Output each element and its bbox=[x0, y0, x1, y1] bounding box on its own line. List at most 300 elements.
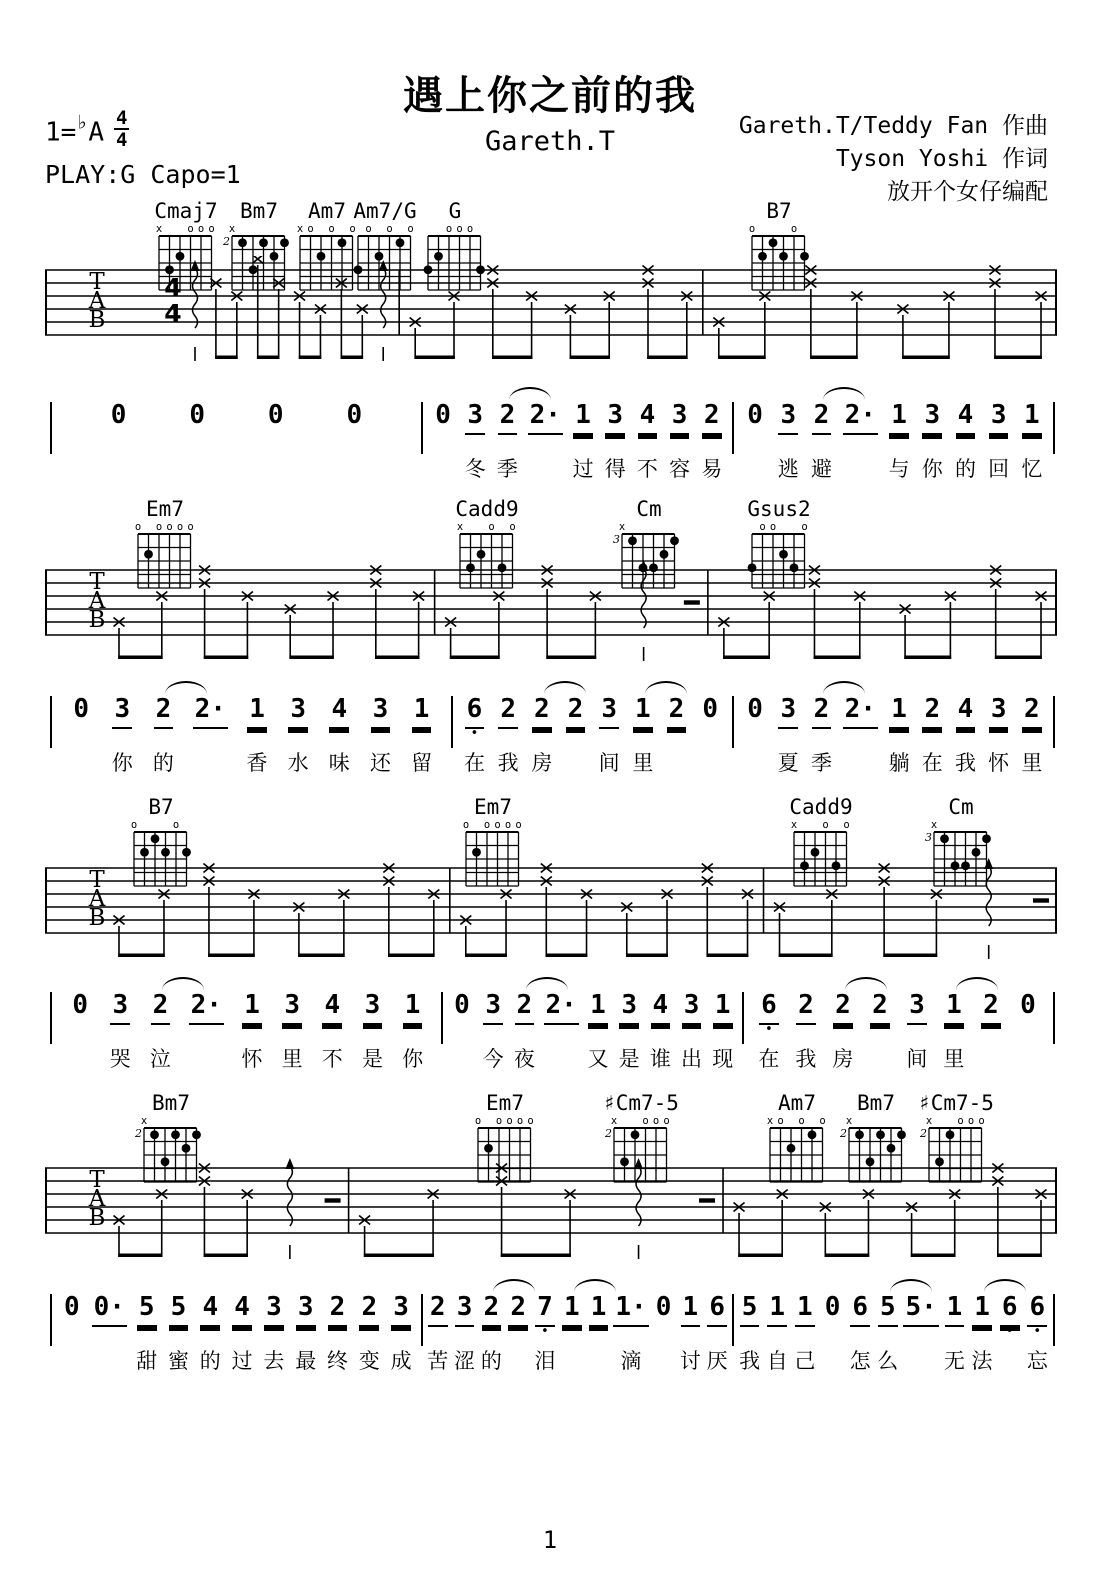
melody-note bbox=[942, 1292, 966, 1371]
note-number: 2 bbox=[328, 1292, 348, 1327]
lyric-char: 滴 bbox=[620, 1349, 642, 1373]
chord-label: Cadd9 bbox=[789, 795, 853, 819]
note-number: 4 bbox=[956, 400, 976, 435]
melody-note bbox=[920, 400, 944, 479]
melody-measure bbox=[453, 694, 732, 773]
svg-text:o: o bbox=[652, 1115, 660, 1127]
svg-text:x: x bbox=[456, 521, 464, 533]
lyric-char: 逃 bbox=[777, 457, 799, 481]
svg-text:T: T bbox=[89, 269, 105, 295]
melody-note bbox=[368, 694, 392, 773]
note-number: 0 bbox=[72, 990, 88, 1020]
svg-text:o: o bbox=[663, 1115, 670, 1127]
tie-arc bbox=[823, 387, 865, 400]
lyric-char: 容 bbox=[669, 457, 691, 481]
page-number: 1 bbox=[542, 1526, 558, 1554]
svg-text:o: o bbox=[777, 1115, 784, 1127]
melody-note bbox=[597, 694, 621, 773]
note-number: 2 bbox=[428, 1292, 448, 1327]
lyric-char: 无 bbox=[943, 1349, 965, 1373]
tie-arc bbox=[645, 681, 687, 694]
tab-staff-svg bbox=[45, 1154, 1057, 1270]
svg-text:o: o bbox=[386, 223, 393, 235]
note-number: 2· bbox=[843, 694, 878, 729]
note-number: 3 bbox=[907, 990, 927, 1025]
note-number: 0 bbox=[267, 400, 284, 430]
note-number: 0 bbox=[73, 694, 89, 724]
melody-barline bbox=[1053, 992, 1055, 1044]
melody-measure bbox=[734, 694, 1053, 773]
octave-dot: • bbox=[541, 1324, 549, 1339]
lyric-char: 我 bbox=[497, 751, 519, 775]
melody-note bbox=[240, 990, 264, 1069]
note-number: 2 bbox=[1022, 694, 1042, 729]
svg-text:o: o bbox=[328, 223, 335, 235]
note-number: 3 bbox=[670, 400, 690, 435]
note-number: 0 bbox=[702, 694, 718, 724]
lyric-char: 讨 bbox=[679, 1349, 701, 1373]
note-number: 3 bbox=[288, 694, 308, 729]
melody-note bbox=[809, 694, 833, 773]
credits-block bbox=[739, 110, 1048, 209]
note-number: 2 bbox=[870, 990, 890, 1025]
note-number: 0 bbox=[824, 1292, 841, 1322]
lyric-char: 间 bbox=[906, 1047, 928, 1071]
melody-note bbox=[603, 400, 627, 479]
lyric-char: 夜 bbox=[513, 1047, 535, 1071]
melody-note bbox=[389, 1292, 413, 1371]
lyric-char: 法 bbox=[971, 1349, 993, 1373]
note-number: 0 bbox=[655, 1292, 672, 1322]
melody-note bbox=[970, 1292, 994, 1371]
tie-arc bbox=[823, 681, 865, 694]
svg-text:o: o bbox=[130, 819, 138, 831]
lyric-char: 在 bbox=[921, 751, 943, 775]
melody-note bbox=[481, 990, 505, 1069]
svg-text:x: x bbox=[610, 1115, 618, 1127]
svg-text:o: o bbox=[197, 223, 205, 235]
melody-note bbox=[794, 990, 818, 1069]
melody-measure bbox=[52, 694, 451, 773]
melody-note bbox=[528, 400, 563, 479]
melody-measure bbox=[744, 990, 1053, 1069]
note-number: 3 bbox=[619, 990, 639, 1025]
melody-note bbox=[342, 400, 366, 477]
lyric-char: 不 bbox=[636, 457, 658, 481]
melody-barline bbox=[1053, 402, 1055, 454]
note-number: 4 bbox=[322, 990, 342, 1025]
melody-note bbox=[426, 1292, 450, 1371]
note-number: 2 bbox=[812, 694, 832, 729]
credit-line-composer: Gareth.T/Teddy Fan 作曲 bbox=[738, 113, 1048, 139]
tie-arc bbox=[544, 681, 586, 694]
svg-text:4: 4 bbox=[164, 299, 182, 328]
note-number: 1 bbox=[889, 694, 909, 729]
svg-text:x: x bbox=[925, 1115, 933, 1127]
lyric-char: 里 bbox=[943, 1047, 965, 1071]
tie-arc bbox=[845, 977, 887, 990]
note-number: 3 bbox=[605, 400, 625, 435]
svg-text:A: A bbox=[88, 1186, 106, 1212]
tab-staff bbox=[45, 854, 1057, 974]
melody-note bbox=[668, 400, 692, 479]
svg-text:x: x bbox=[930, 819, 938, 831]
melody-note bbox=[987, 400, 1011, 479]
melody-barline bbox=[1053, 1294, 1055, 1346]
svg-text:o: o bbox=[155, 521, 163, 533]
melody-note bbox=[1020, 694, 1044, 773]
key-note: A bbox=[88, 117, 105, 148]
lyric-char: 去 bbox=[263, 1349, 285, 1373]
lyric-char: 我 bbox=[739, 1349, 761, 1373]
note-number: 1 bbox=[767, 1292, 787, 1327]
melody-note bbox=[462, 694, 486, 773]
svg-text:o: o bbox=[495, 1115, 503, 1127]
svg-text:o: o bbox=[466, 223, 474, 235]
svg-text:o: o bbox=[506, 1115, 513, 1127]
melody-note bbox=[560, 1292, 584, 1371]
svg-text:o: o bbox=[798, 1115, 805, 1127]
svg-text:o: o bbox=[957, 1115, 964, 1127]
svg-text:o: o bbox=[307, 223, 314, 235]
melody-note bbox=[743, 694, 767, 771]
note-number: 1 bbox=[972, 1292, 992, 1327]
svg-text:A: A bbox=[88, 288, 106, 314]
melody-note bbox=[680, 990, 704, 1069]
melody-note bbox=[506, 1292, 530, 1371]
note-number: 3 bbox=[264, 1292, 284, 1327]
note-number: 3 bbox=[112, 694, 132, 729]
svg-text:2: 2 bbox=[840, 1127, 847, 1140]
svg-text:o: o bbox=[790, 223, 798, 235]
svg-text:3: 3 bbox=[925, 831, 932, 844]
chord-label: Gsus2 bbox=[747, 497, 811, 521]
svg-text:o: o bbox=[642, 1115, 649, 1127]
lyric-char: 己 bbox=[794, 1349, 816, 1373]
melody-note bbox=[809, 400, 833, 479]
tie-arc bbox=[526, 977, 568, 990]
note-number: 2 bbox=[515, 990, 535, 1025]
melody-note bbox=[987, 694, 1011, 773]
lyric-char: 过 bbox=[572, 457, 594, 481]
note-number: 3 bbox=[296, 1292, 316, 1327]
svg-text:2: 2 bbox=[920, 1127, 927, 1140]
lyric-char: 还 bbox=[369, 751, 391, 775]
melody-measure bbox=[52, 990, 441, 1069]
svg-text:o: o bbox=[187, 521, 194, 533]
lyric-char: 怀 bbox=[241, 1047, 263, 1071]
melody-note bbox=[776, 694, 800, 773]
melody-measure bbox=[443, 990, 742, 1069]
melody-note bbox=[887, 400, 911, 479]
note-number: 0· bbox=[92, 1292, 127, 1327]
melody-note bbox=[698, 694, 722, 771]
svg-text:B: B bbox=[88, 1205, 106, 1231]
lyric-char: 与 bbox=[888, 457, 910, 481]
lyric-char: 今 bbox=[482, 1047, 504, 1071]
melody-note bbox=[320, 990, 344, 1069]
lyric-char: 香 bbox=[246, 751, 268, 775]
melody-note bbox=[700, 400, 724, 479]
melody-note bbox=[635, 400, 659, 479]
lyric-char: 在 bbox=[758, 1047, 780, 1071]
lyric-char: 出 bbox=[681, 1047, 703, 1071]
svg-text:o: o bbox=[488, 521, 495, 533]
lyric-char: 回 bbox=[988, 457, 1010, 481]
svg-text:o: o bbox=[445, 223, 453, 235]
note-number: 2· bbox=[189, 990, 224, 1025]
note-number: 6 bbox=[759, 990, 779, 1025]
lyric-char: 的 bbox=[199, 1349, 221, 1373]
lyric-char: 怀 bbox=[988, 751, 1010, 775]
lyric-char: 厌 bbox=[706, 1349, 728, 1373]
melody-measure bbox=[52, 400, 421, 477]
lyric-char: 季 bbox=[496, 457, 518, 481]
note-number: 1 bbox=[589, 1292, 609, 1327]
note-number: 5 bbox=[169, 1292, 189, 1327]
lyric-char: 里 bbox=[281, 1047, 303, 1071]
chord-label: Am7 bbox=[778, 1091, 816, 1115]
svg-text:2: 2 bbox=[135, 1127, 142, 1140]
note-number: 0 bbox=[189, 400, 205, 430]
melody-note bbox=[652, 1292, 676, 1369]
melody-note bbox=[230, 1292, 254, 1371]
key-signature bbox=[45, 107, 129, 154]
melody-measure bbox=[52, 1292, 421, 1371]
chord-label: B7 bbox=[148, 795, 174, 819]
tie-arc bbox=[162, 977, 204, 990]
lyric-char: 忘 bbox=[1026, 1349, 1048, 1373]
note-number: 1 bbox=[944, 990, 964, 1025]
svg-text:T: T bbox=[89, 569, 105, 595]
melody-note bbox=[738, 1292, 762, 1371]
note-number: 1 bbox=[242, 990, 262, 1025]
melody-measure bbox=[423, 1292, 732, 1371]
note-number: 1 bbox=[573, 400, 593, 435]
note-number: 2 bbox=[508, 1292, 528, 1327]
lyric-char: 泣 bbox=[149, 1047, 171, 1071]
svg-text:o: o bbox=[462, 819, 470, 831]
chord-label: B7 bbox=[766, 199, 792, 223]
chord-label: ♯Cm7-5 bbox=[918, 1091, 994, 1115]
octave-dot: • bbox=[470, 726, 479, 741]
melody-note bbox=[1025, 1292, 1049, 1371]
play-info: PLAY:G Capo=1 bbox=[45, 160, 241, 189]
melody-note bbox=[69, 694, 93, 771]
note-number: 5 bbox=[878, 1292, 898, 1327]
lyric-char: 留 bbox=[411, 751, 433, 775]
lyric-char: 哭 bbox=[109, 1047, 131, 1071]
melody-note bbox=[286, 694, 310, 773]
melody-note bbox=[953, 694, 977, 773]
lyric-char: 我 bbox=[795, 1047, 817, 1071]
note-number: 2 bbox=[922, 694, 942, 729]
svg-text:x: x bbox=[155, 223, 163, 235]
melody-note bbox=[512, 990, 536, 1069]
chord-label: Bm7 bbox=[857, 1091, 895, 1115]
melody-note bbox=[979, 990, 1003, 1069]
note-number: 2 bbox=[498, 694, 518, 729]
note-number: 2 bbox=[796, 990, 816, 1025]
melody-note bbox=[868, 990, 892, 1069]
lyric-char: 里 bbox=[1021, 751, 1043, 775]
melody-note bbox=[998, 1292, 1022, 1371]
svg-text:o: o bbox=[166, 521, 173, 533]
note-number: 2 bbox=[566, 694, 586, 729]
note-number: 2· bbox=[528, 400, 563, 435]
note-number: 5 bbox=[137, 1292, 157, 1327]
melody-note bbox=[876, 1292, 900, 1371]
lyric-char: 水 bbox=[287, 751, 309, 775]
lyric-char: 现 bbox=[712, 1047, 734, 1071]
chord-label: G bbox=[448, 199, 462, 223]
melody-note bbox=[765, 1292, 789, 1371]
note-number: 5· bbox=[903, 1292, 938, 1327]
lyric-char: 你 bbox=[921, 457, 943, 481]
melody-note bbox=[193, 694, 228, 773]
note-number: 0 bbox=[747, 694, 763, 724]
lyric-char: 的 bbox=[152, 751, 174, 775]
melody-note bbox=[544, 990, 579, 1069]
svg-text:o: o bbox=[172, 819, 180, 831]
svg-text:x: x bbox=[296, 223, 304, 235]
lyric-char: 房 bbox=[832, 1047, 854, 1071]
svg-text:o: o bbox=[843, 819, 850, 831]
melody-note bbox=[617, 990, 641, 1069]
lyric-char: 里 bbox=[632, 751, 654, 775]
note-number: 1· bbox=[613, 1292, 648, 1327]
tie-arc bbox=[165, 681, 207, 694]
note-number: 1 bbox=[1022, 400, 1042, 435]
note-number: 2 bbox=[981, 990, 1001, 1025]
lyric-char: 甜 bbox=[136, 1349, 158, 1373]
svg-text:o: o bbox=[365, 223, 372, 235]
note-number: 2 bbox=[812, 400, 832, 435]
note-number: 4 bbox=[232, 1292, 252, 1327]
melody-barline bbox=[1053, 696, 1055, 748]
svg-text:3: 3 bbox=[613, 533, 620, 546]
melody-note bbox=[757, 990, 781, 1069]
note-number: 6 bbox=[1000, 1292, 1020, 1327]
melody-note bbox=[705, 1292, 729, 1371]
melody-note bbox=[431, 400, 455, 477]
melody-note bbox=[360, 990, 384, 1069]
melody-note bbox=[107, 400, 131, 477]
chord-label: Bm7 bbox=[240, 199, 278, 223]
lyric-char: 避 bbox=[810, 457, 832, 481]
lyric-char: 终 bbox=[326, 1349, 348, 1373]
artist-name: Gareth.T bbox=[484, 126, 616, 157]
svg-text:o: o bbox=[504, 819, 512, 831]
tab-staff bbox=[45, 256, 1057, 376]
svg-text:T: T bbox=[89, 1167, 105, 1193]
note-number: 2· bbox=[544, 990, 579, 1025]
note-number: 4 bbox=[651, 990, 671, 1025]
svg-text:x: x bbox=[140, 1115, 148, 1127]
melody-line bbox=[50, 1292, 1055, 1371]
svg-text:o: o bbox=[515, 819, 522, 831]
note-number: 0 bbox=[110, 400, 127, 430]
melody-note bbox=[711, 990, 735, 1069]
note-number: 3 bbox=[778, 694, 798, 729]
note-number: 2· bbox=[193, 694, 228, 729]
melody-note bbox=[743, 400, 767, 477]
svg-text:2: 2 bbox=[605, 1127, 612, 1140]
octave-dot: • bbox=[1005, 1324, 1014, 1339]
melody-measure bbox=[734, 400, 1053, 479]
svg-text:o: o bbox=[759, 521, 766, 533]
chord-label: ♯Cm7-5 bbox=[603, 1091, 679, 1115]
melody-note bbox=[1016, 990, 1040, 1067]
chord-label: Cm bbox=[636, 497, 662, 521]
note-number: 0 bbox=[63, 1292, 80, 1322]
svg-text:o: o bbox=[474, 1115, 482, 1127]
octave-dot: • bbox=[1033, 1324, 1042, 1339]
melody-note bbox=[887, 694, 911, 773]
melody-note bbox=[410, 694, 434, 773]
note-number: 1 bbox=[945, 1292, 965, 1327]
note-number: 2 bbox=[359, 1292, 379, 1327]
melody-note bbox=[1020, 400, 1044, 479]
lyric-char: 间 bbox=[598, 751, 620, 775]
note-number: 3 bbox=[110, 990, 130, 1025]
note-number: 3 bbox=[455, 1292, 475, 1327]
time-bottom: 4 bbox=[116, 129, 128, 151]
note-number: 4 bbox=[638, 400, 658, 435]
tie-arc bbox=[493, 1279, 535, 1292]
melody-measure bbox=[423, 400, 732, 479]
lyric-char: 怎 bbox=[849, 1349, 871, 1373]
note-number: 6 bbox=[850, 1292, 870, 1327]
lyric-char: 在 bbox=[463, 751, 485, 775]
note-number: 2 bbox=[154, 694, 174, 729]
melody-note bbox=[198, 1292, 222, 1371]
note-number: 2 bbox=[151, 990, 171, 1025]
melody-note bbox=[68, 990, 92, 1067]
svg-text:o: o bbox=[187, 223, 194, 235]
note-number: 1 bbox=[633, 694, 653, 729]
melody-note bbox=[776, 400, 800, 479]
melody-note bbox=[110, 694, 134, 773]
chord-label: Cm bbox=[948, 795, 974, 819]
melody-note bbox=[821, 1292, 845, 1369]
note-number: 1 bbox=[247, 694, 267, 729]
melody-note bbox=[920, 694, 944, 773]
lyric-char: 蜜 bbox=[168, 1349, 189, 1373]
chord-label: Cadd9 bbox=[455, 497, 519, 521]
melody-note bbox=[185, 400, 209, 477]
svg-text:x: x bbox=[845, 1115, 853, 1127]
note-number: 3 bbox=[922, 400, 942, 435]
key-prefix: 1= bbox=[45, 117, 77, 148]
melody-line bbox=[50, 990, 1055, 1069]
melody-note bbox=[533, 1292, 557, 1371]
svg-text:x: x bbox=[766, 1115, 774, 1127]
lyric-char: 谁 bbox=[649, 1047, 671, 1071]
note-number: 5 bbox=[740, 1292, 760, 1327]
svg-text:o: o bbox=[349, 223, 356, 235]
note-number: 0 bbox=[1020, 990, 1036, 1020]
lyric-char: 季 bbox=[810, 751, 832, 775]
svg-text:x: x bbox=[618, 521, 626, 533]
note-number: 1 bbox=[412, 694, 432, 729]
note-number: 3 bbox=[989, 400, 1009, 435]
note-number: 1 bbox=[713, 990, 733, 1025]
note-number: 3 bbox=[371, 694, 391, 729]
svg-text:o: o bbox=[509, 521, 516, 533]
melody-note bbox=[280, 990, 304, 1069]
note-number: 2 bbox=[833, 990, 853, 1025]
